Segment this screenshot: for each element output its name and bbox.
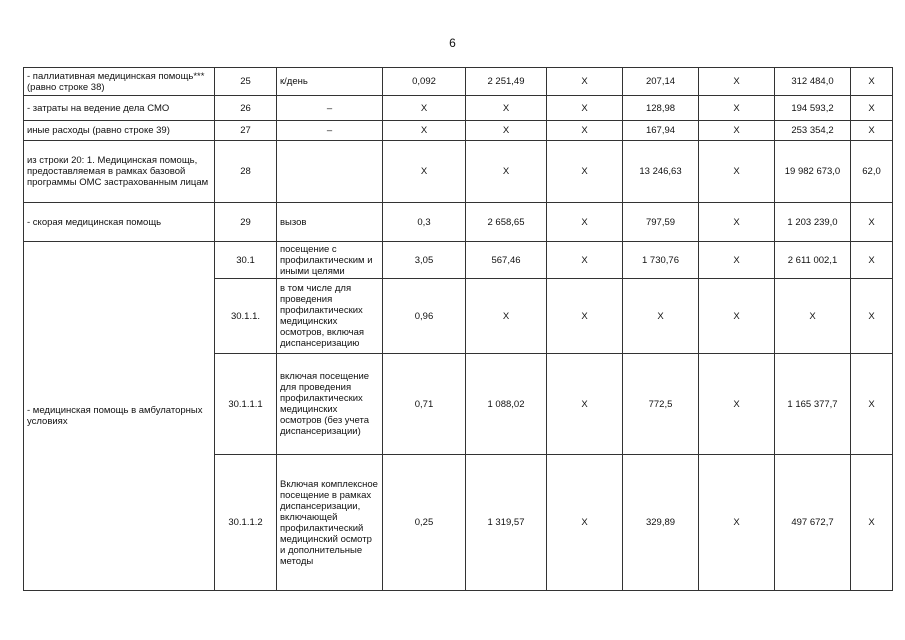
table-row <box>24 141 893 203</box>
cell-6: 497 672,7 <box>775 455 851 591</box>
cell-5: X <box>699 96 775 121</box>
row-number: 26 <box>215 96 277 121</box>
cell-6: X <box>775 279 851 354</box>
cell-2: 1 319,57 <box>466 455 547 591</box>
cell-6: 2 611 002,1 <box>775 242 851 279</box>
cell-6: 1 203 239,0 <box>775 203 851 242</box>
cell-7: X <box>851 68 893 96</box>
row-unit <box>277 141 383 203</box>
row-unit: вызов <box>277 203 383 242</box>
row-name: - паллиативная медицинская помощь*** (равно строке 38) <box>24 68 215 96</box>
cell-2: 567,46 <box>466 242 547 279</box>
cell-7: 62,0 <box>851 141 893 203</box>
cell-1: 0,96 <box>383 279 466 354</box>
cell-7: X <box>851 96 893 121</box>
cell-4: X <box>623 279 699 354</box>
cell-1: 3,05 <box>383 242 466 279</box>
cell-7: X <box>851 455 893 591</box>
cell-2: 2 658,65 <box>466 203 547 242</box>
row-number: 30.1.1.1 <box>215 354 277 455</box>
table-row <box>24 203 893 242</box>
cell-1: 0,092 <box>383 68 466 96</box>
cell-2: 2 251,49 <box>466 68 547 96</box>
cell-5: X <box>699 121 775 141</box>
cell-4: 1 730,76 <box>623 242 699 279</box>
cell-1: X <box>383 141 466 203</box>
row-number: 29 <box>215 203 277 242</box>
row-name: из строки 20: 1. Медицинская помощь, предоставляемая в рамках базовой программы ОМС застрахованным лицам <box>24 141 215 203</box>
cell-4: 167,94 <box>623 121 699 141</box>
cell-7: X <box>851 203 893 242</box>
row-name: - скорая медицинская помощь <box>24 203 215 242</box>
cell-6: 312 484,0 <box>775 68 851 96</box>
cell-5: X <box>699 455 775 591</box>
row-unit: к/день <box>277 68 383 96</box>
cell-2: X <box>466 96 547 121</box>
cell-4: 128,98 <box>623 96 699 121</box>
cell-5: X <box>699 354 775 455</box>
table-row <box>24 242 893 279</box>
row-number: 27 <box>215 121 277 141</box>
cell-1: 0,25 <box>383 455 466 591</box>
row-unit: – <box>277 96 383 121</box>
cell-2: X <box>466 279 547 354</box>
row-unit: – <box>277 121 383 141</box>
cell-3: X <box>547 242 623 279</box>
cell-1: 0,3 <box>383 203 466 242</box>
cell-3: X <box>547 279 623 354</box>
cell-5: X <box>699 68 775 96</box>
cell-2: X <box>466 121 547 141</box>
cell-6: 194 593,2 <box>775 96 851 121</box>
row-unit: посещение с профилактическим и иными целями <box>277 242 383 279</box>
cell-3: X <box>547 121 623 141</box>
cell-1: X <box>383 96 466 121</box>
row-number: 30.1.1.2 <box>215 455 277 591</box>
table-row <box>24 121 893 141</box>
cell-5: X <box>699 242 775 279</box>
cell-2: 1 088,02 <box>466 354 547 455</box>
cell-7: X <box>851 242 893 279</box>
cell-1: X <box>383 121 466 141</box>
cell-4: 207,14 <box>623 68 699 96</box>
row-number: 28 <box>215 141 277 203</box>
cell-6: 253 354,2 <box>775 121 851 141</box>
row-number: 30.1 <box>215 242 277 279</box>
cell-3: X <box>547 203 623 242</box>
cell-4: 772,5 <box>623 354 699 455</box>
cell-6: 19 982 673,0 <box>775 141 851 203</box>
cell-3: X <box>547 354 623 455</box>
cell-3: X <box>547 141 623 203</box>
cell-3: X <box>547 68 623 96</box>
cell-4: 329,89 <box>623 455 699 591</box>
cell-7: X <box>851 279 893 354</box>
tariff-table <box>23 67 893 591</box>
cell-5: X <box>699 141 775 203</box>
row-name: иные расходы (равно строке 39) <box>24 121 215 141</box>
cell-5: X <box>699 279 775 354</box>
cell-4: 797,59 <box>623 203 699 242</box>
cell-2: X <box>466 141 547 203</box>
row-number: 30.1.1. <box>215 279 277 354</box>
cell-6: 1 165 377,7 <box>775 354 851 455</box>
row-number: 25 <box>215 68 277 96</box>
cell-4: 13 246,63 <box>623 141 699 203</box>
row-unit: Включая комплексное посещение в рамках диспансеризации, включающей профилактический медицинский осмотр и дополнительные методы <box>277 455 383 591</box>
row-name: - медицинская помощь в амбулаторных условиях <box>24 242 215 591</box>
row-name: - затраты на ведение дела СМО <box>24 96 215 121</box>
page-number: 6 <box>449 36 456 50</box>
table-row <box>24 68 893 96</box>
row-unit: в том числе для проведения профилактических медицинских осмотров, включая диспансеризацию <box>277 279 383 354</box>
cell-3: X <box>547 455 623 591</box>
cell-7: X <box>851 121 893 141</box>
row-unit: включая посещение для проведения профилактических медицинских осмотров (без учета диспансеризации) <box>277 354 383 455</box>
cell-3: X <box>547 96 623 121</box>
table-row <box>24 96 893 121</box>
cell-5: X <box>699 203 775 242</box>
cell-1: 0,71 <box>383 354 466 455</box>
cell-7: X <box>851 354 893 455</box>
